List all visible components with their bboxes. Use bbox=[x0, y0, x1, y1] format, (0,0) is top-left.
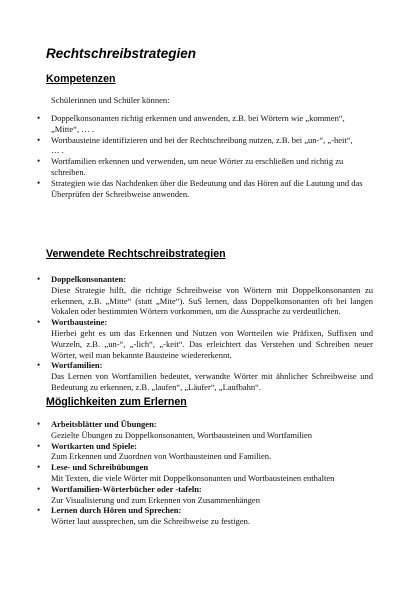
strategy-title: • Doppelkonsonanten: bbox=[51, 274, 127, 284]
learning-title: • Lese- und Schreibübungen bbox=[51, 462, 149, 473]
learning-list bbox=[37, 419, 373, 527]
learning-title: • Wortkarten und Spiele: bbox=[51, 440, 137, 451]
learning-text: Wörter laut aussprechen, um die Schreibweise zu festigen. bbox=[51, 516, 250, 527]
learning-text: Zum Erkennen und Zuordnen von Wortbausteinen und Familien. bbox=[51, 451, 272, 462]
learning-title: • Wortfamilien-Wörterbücher oder -tafeln: bbox=[51, 483, 202, 494]
strategies-list bbox=[37, 274, 373, 393]
learning-text: Zur Visualisierung und zum Erkennen von Zusammenhängen bbox=[51, 494, 260, 505]
learning-title: • Lernen durch Hören und Sprechen: bbox=[51, 505, 182, 516]
strategies-heading: Verwendete Rechtschreibstrategien bbox=[46, 248, 226, 260]
strategy-text: Diese Strategie hilft, die richtige Schreibweise von Wörtern mit Doppelkonsonanten zu erkennen, z.B. „Mitte“ (statt „Mite“). SuS lernen, dass Doppelkonsonanten oft bei langen Vokalen oder bestimmten Wörtern vorkommen, um die Aussprache zu verdeutlichen. bbox=[51, 284, 373, 317]
learning-item bbox=[37, 419, 373, 441]
learning-text: Gezielte Übungen zu Doppelkonsonanten, Wortbausteinen und Wortfamilien bbox=[51, 429, 313, 440]
learning-item bbox=[37, 441, 373, 463]
competency-item: • Wortfamilien erkennen und verwenden, um neue Wörter zu erschließen und richtig zu schreiben. bbox=[37, 156, 363, 178]
competency-item: • Doppelkonsonanten richtig erkennen und anwenden, z.B. bei Wörtern wie „kommen“, „Mitte“, … . bbox=[37, 113, 363, 135]
competencies-list bbox=[37, 113, 363, 199]
competencies-intro: Schülerinnen und Schüler können: bbox=[51, 95, 170, 105]
strategy-title: • Wortbausteine: bbox=[51, 317, 108, 328]
competencies-heading: Kompetenzen bbox=[46, 73, 116, 85]
learning-text: Mit Texten, die viele Wörter mit Doppelkonsonanten und Wortbausteinen enthalten bbox=[51, 472, 335, 483]
learning-item bbox=[37, 484, 373, 506]
strategy-text: Das Lernen von Wortfamilien bedeutet, verwandte Wörter mit ähnlicher Schreibweise und Bedeutung zu erkennen, z.B. „laufen“, „Läufer“, „Laufbahn“. bbox=[51, 371, 373, 392]
learning-item bbox=[37, 462, 373, 484]
strategy-item bbox=[37, 317, 373, 360]
competency-item: • Wortbausteine identifizieren und bei der Rechtschreibung nutzen, z.B. bei „un-“, „-heit“, … . bbox=[37, 135, 363, 157]
learning-title: • Arbeitsblätter und Übungen: bbox=[51, 419, 157, 429]
learning-item bbox=[37, 505, 373, 527]
competency-item: • Strategien wie das Nachdenken über die Bedeutung und das Hören auf die Lautung und das Überprüfen der Schreibweise anwenden. bbox=[37, 178, 363, 200]
learning-heading: Möglichkeiten zum Erlernen bbox=[46, 396, 187, 408]
strategy-item bbox=[37, 360, 373, 392]
document-title: Rechtschreibstrategien bbox=[46, 46, 197, 61]
strategy-title: • Wortfamilien: bbox=[51, 360, 103, 371]
strategy-text: Hierbei geht es um das Erkennen und Nutzen von Wortteilen wie Präfixen, Suffixen und Wurzeln, z.B. „un-“, „-lich“, „-keit“. Das erleichtert das Verstehen und Schreiben neuer Wörter, weil man bekannte Bausteine wiedererkennt. bbox=[51, 327, 373, 360]
strategy-item bbox=[37, 274, 373, 317]
